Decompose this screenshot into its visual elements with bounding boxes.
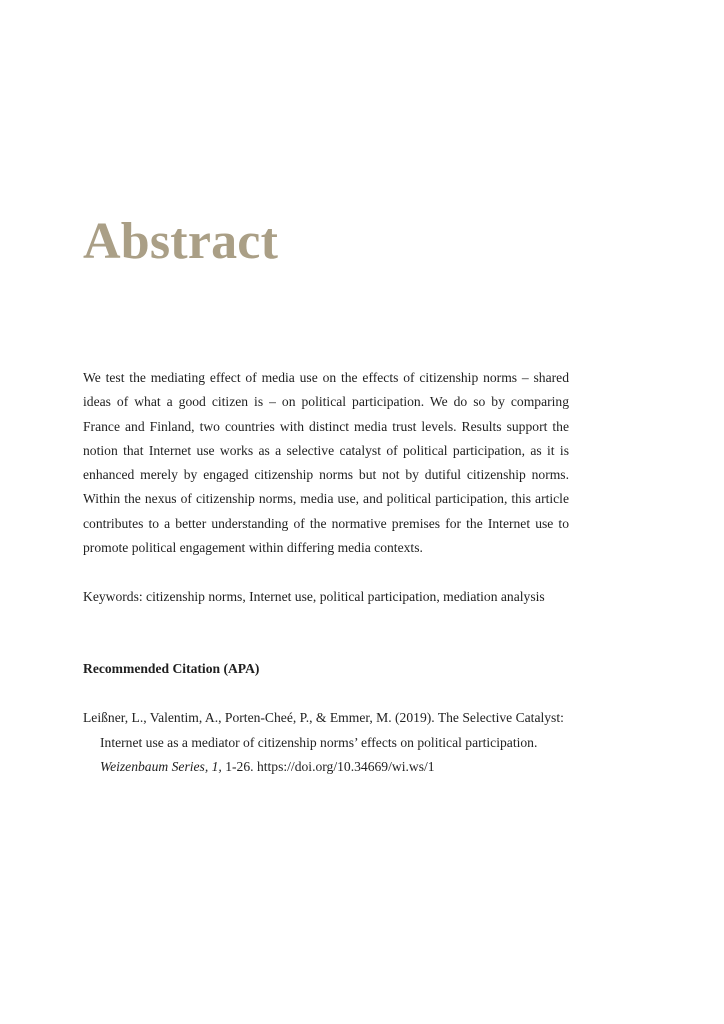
keywords-text: Keywords: citizenship norms, Internet use, political participation, mediation analysis [83, 589, 545, 604]
citation-pages-doi: 1-26. https://doi.org/10.34669/wi.ws/1 [221, 759, 435, 774]
citation-text [83, 706, 575, 780]
abstract-heading: Abstract [83, 213, 279, 270]
citation-heading: Recommended Citation (APA) [83, 661, 260, 676]
citation-journal: Weizenbaum Series, 1, [100, 759, 222, 774]
citation-authors-title: Leißner, L., Valentim, A., Porten-Cheé, P., & Emmer, M. (2019). The Selective Catalyst: Internet use as a mediator of citizenship norms’ effects on political participation. [83, 710, 564, 750]
abstract-text: We test the mediating effect of media use on the effects of citizenship norms – shared ideas of what a good citizen is – on political participation. We do so by comparing France and Finland, two countries with distinct media trust levels. Results support the notion that Internet use works as a selective catalyst of political participation, as it is enhanced merely by engaged citizenship norms but not by dutiful citizenship norms. Within the nexus of citizenship norms, media use, and political participation, this article contributes to a better understanding of the normative premises for the Internet use to promote political engagement within differing media contexts. [83, 370, 569, 556]
